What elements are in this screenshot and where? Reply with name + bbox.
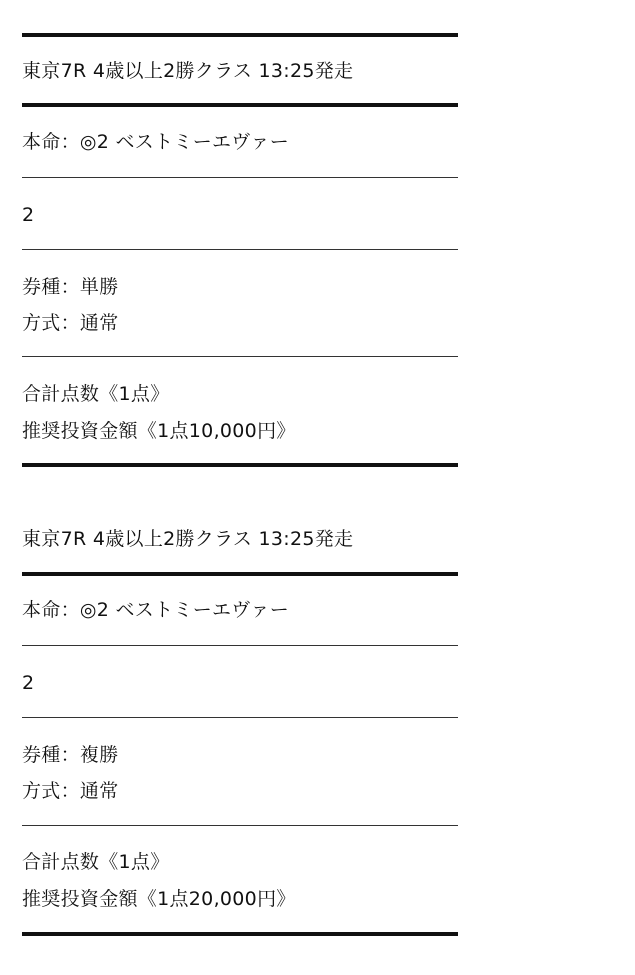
total-points: 合計点数《1点》 [22, 383, 170, 405]
bet-type: 券種：単勝 [22, 276, 119, 298]
race-header: 東京7R 4歳以上2勝クラス 13:25発走 [22, 60, 354, 82]
recommended-amount: 推奨投資金額《1点10,000円》 [22, 420, 296, 442]
thick-divider [22, 572, 458, 576]
thick-divider [22, 103, 458, 107]
bet-method: 方式：通常 [22, 312, 119, 334]
recommended-amount: 推奨投資金額《1点20,000円》 [22, 888, 296, 910]
total-points: 合計点数《1点》 [22, 851, 170, 873]
horse-numbers: 2 [22, 672, 35, 694]
race-header: 東京7R 4歳以上2勝クラス 13:25発走 [22, 528, 354, 550]
bet-method: 方式：通常 [22, 780, 119, 802]
thin-divider [22, 717, 458, 718]
thick-divider [22, 932, 458, 936]
thick-divider [22, 33, 458, 37]
thin-divider [22, 249, 458, 250]
bet-type: 券種：複勝 [22, 744, 119, 766]
thin-divider [22, 825, 458, 826]
horse-numbers: 2 [22, 204, 35, 226]
thin-divider [22, 356, 458, 357]
thin-divider [22, 177, 458, 178]
honmei-line: 本命：◎2 ベストミーエヴァー [22, 131, 290, 153]
thin-divider [22, 645, 458, 646]
honmei-line: 本命：◎2 ベストミーエヴァー [22, 599, 290, 621]
thick-divider [22, 463, 458, 467]
